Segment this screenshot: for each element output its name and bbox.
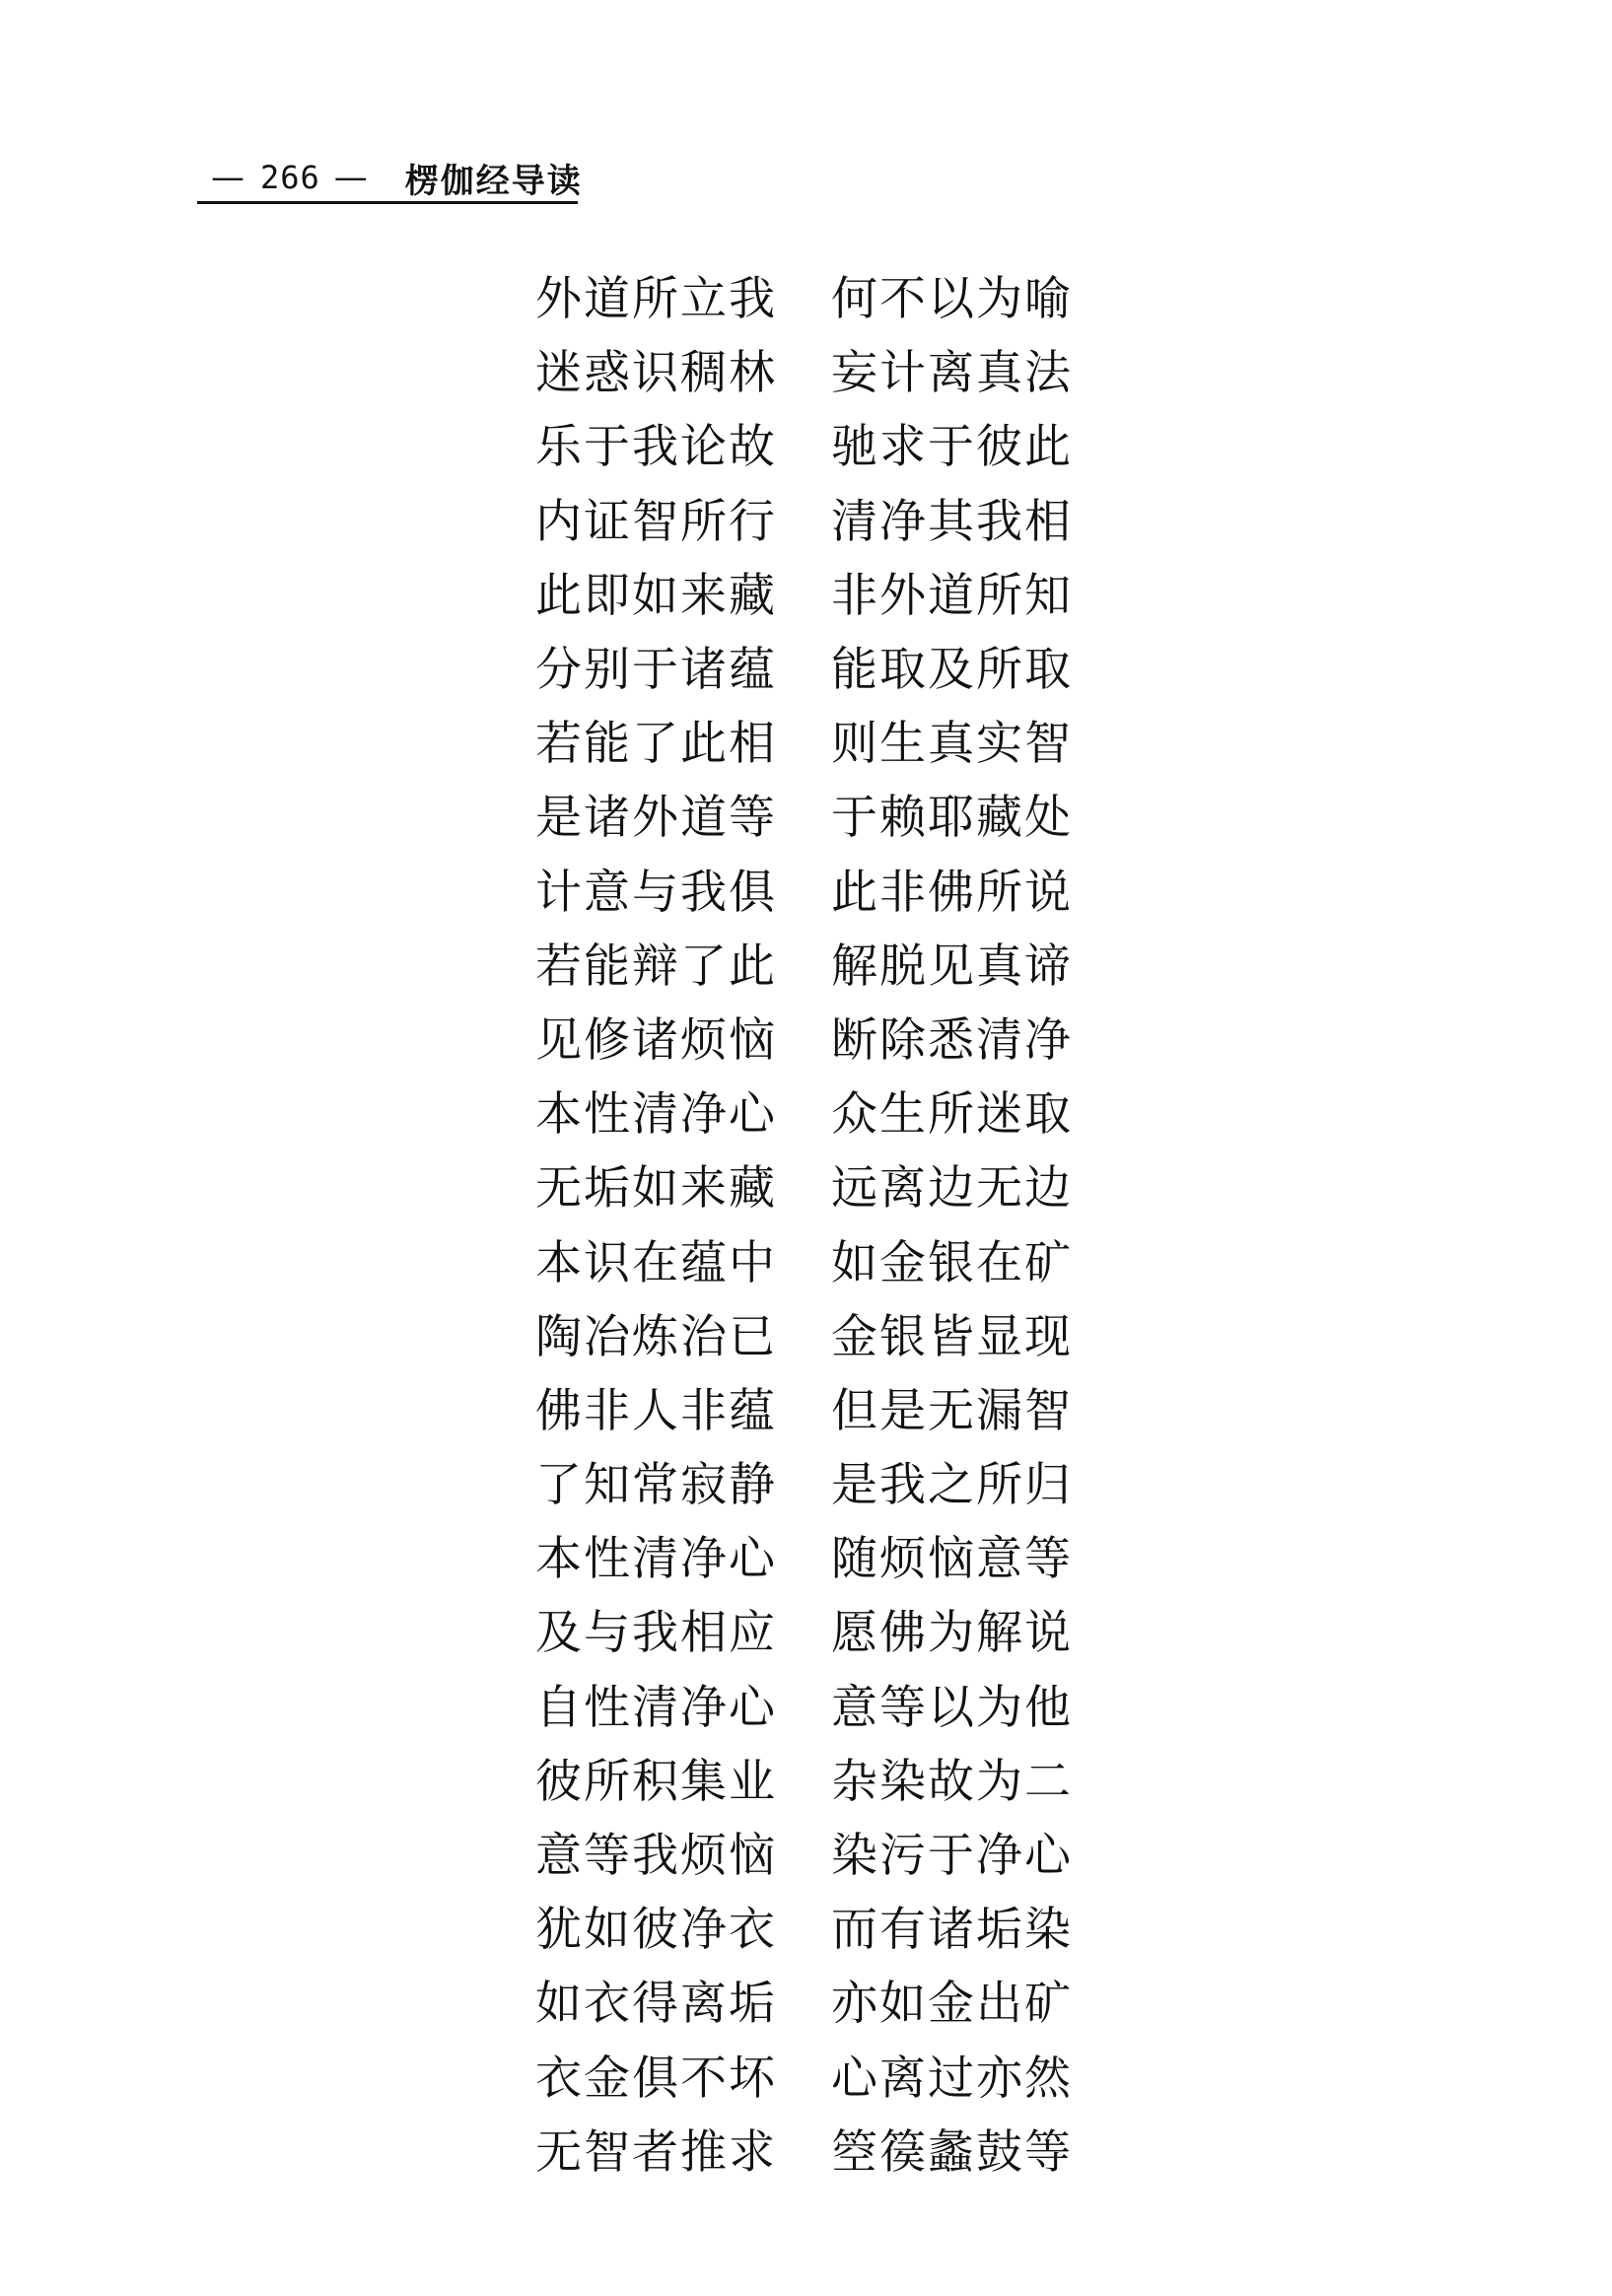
verse-line [535,1444,1107,1518]
verse-line [535,703,1107,777]
verse-left-phrase: 若能辩了此 [535,939,777,994]
verse-line [535,2038,1107,2112]
verse-left-phrase: 本识在蕴中 [535,1235,777,1290]
header-dash-right: — [333,158,370,197]
book-title: 楞伽经导读 [404,161,583,201]
verse-left-phrase: 外道所立我 [535,272,777,327]
verse-line [535,1667,1107,1741]
verse-right-phrase: 清净其我相 [831,494,1073,549]
verse-line [535,1148,1107,1221]
verse-right-phrase: 如金银在矿 [831,1235,1073,1290]
verse-right-phrase: 解脱见真谛 [831,939,1073,994]
verse-right-phrase: 众生所迷取 [831,1087,1073,1143]
verse-left-phrase: 见修诸烦恼 [535,1012,777,1068]
verse-left-phrase: 如衣得离垢 [535,1977,777,2032]
verse-line [535,1963,1107,2037]
verse-left-phrase: 分别于诸蕴 [535,643,777,698]
verse-right-phrase: 但是无漏智 [831,1383,1073,1438]
header-dash-left: — [211,158,246,197]
verse-line [535,555,1107,629]
verse-right-phrase: 远离边无边 [831,1161,1073,1217]
verse-right-phrase: 箜篌蠡鼓等 [831,2124,1073,2180]
verse-line [535,406,1107,480]
verse-line [535,1221,1107,1295]
verse-left-phrase: 自性清净心 [535,1680,777,1735]
verse-right-phrase: 而有诸垢染 [831,1903,1073,1958]
verse-line [535,1296,1107,1370]
verse-right-phrase: 愿佛为解说 [831,1606,1073,1661]
verse-right-phrase: 染污于净心 [831,1829,1073,1884]
verse-left-phrase: 是诸外道等 [535,791,777,846]
verse-right-phrase: 亦如金出矿 [831,1977,1073,2032]
verse-line [535,2112,1107,2186]
verse-left-phrase: 彼所积集业 [535,1754,777,1809]
page-header [197,154,583,201]
verse-left-phrase: 意等我烦恼 [535,1829,777,1884]
verse-right-phrase: 非外道所知 [831,568,1073,623]
verse-line [535,1741,1107,1815]
verse-left-phrase: 了知常寂静 [535,1458,777,1513]
verse-line [535,1370,1107,1444]
verse-right-phrase: 妄计离真法 [831,346,1073,401]
verse-right-phrase: 断除悉清净 [831,1012,1073,1068]
verse-line [535,629,1107,703]
verse-right-phrase: 则生真实智 [831,717,1073,772]
verse-left-phrase: 本性清净心 [535,1087,777,1143]
verse-line [535,1518,1107,1592]
verse-line [535,1815,1107,1889]
verse-left-phrase: 计意与我俱 [535,865,777,920]
verse-left-phrase: 乐于我论故 [535,420,777,475]
verse-right-phrase: 何不以为喻 [831,272,1073,327]
verse-left-phrase: 此即如来藏 [535,568,777,623]
page-number: 266 [260,159,320,196]
verse-left-phrase: 内证智所行 [535,494,777,549]
verse-left-phrase: 迷惑识稠林 [535,346,777,401]
header-rule [197,201,578,204]
verse-right-phrase: 于赖耶藏处 [831,791,1073,846]
verse-left-phrase: 陶冶炼治已 [535,1309,777,1364]
verse-line [535,852,1107,926]
verse-line [535,1000,1107,1074]
verse-line [535,777,1107,851]
verse-right-phrase: 金银皆显现 [831,1309,1073,1364]
verse-right-phrase: 意等以为他 [831,1680,1073,1735]
verse-right-phrase: 驰求于彼此 [831,420,1073,475]
verse-right-phrase: 杂染故为二 [831,1754,1073,1809]
verse-block [535,258,1107,2186]
verse-right-phrase: 能取及所取 [831,643,1073,698]
verse-line [535,332,1107,406]
verse-left-phrase: 无垢如来藏 [535,1161,777,1217]
verse-right-phrase: 心离过亦然 [831,2051,1073,2106]
verse-left-phrase: 及与我相应 [535,1606,777,1661]
verse-line [535,258,1107,332]
verse-line [535,1074,1107,1148]
verse-line [535,1592,1107,1666]
verse-right-phrase: 此非佛所说 [831,865,1073,920]
verse-line [535,926,1107,1000]
verse-left-phrase: 佛非人非蕴 [535,1383,777,1438]
verse-right-phrase: 是我之所归 [831,1458,1073,1513]
verse-left-phrase: 衣金俱不坏 [535,2051,777,2106]
verse-left-phrase: 本性清净心 [535,1532,777,1587]
verse-left-phrase: 无智者推求 [535,2124,777,2180]
verse-left-phrase: 犹如彼净衣 [535,1903,777,1958]
verse-line [535,481,1107,555]
verse-line [535,1889,1107,1963]
verse-left-phrase: 若能了此相 [535,717,777,772]
verse-right-phrase: 随烦恼意等 [831,1532,1073,1587]
